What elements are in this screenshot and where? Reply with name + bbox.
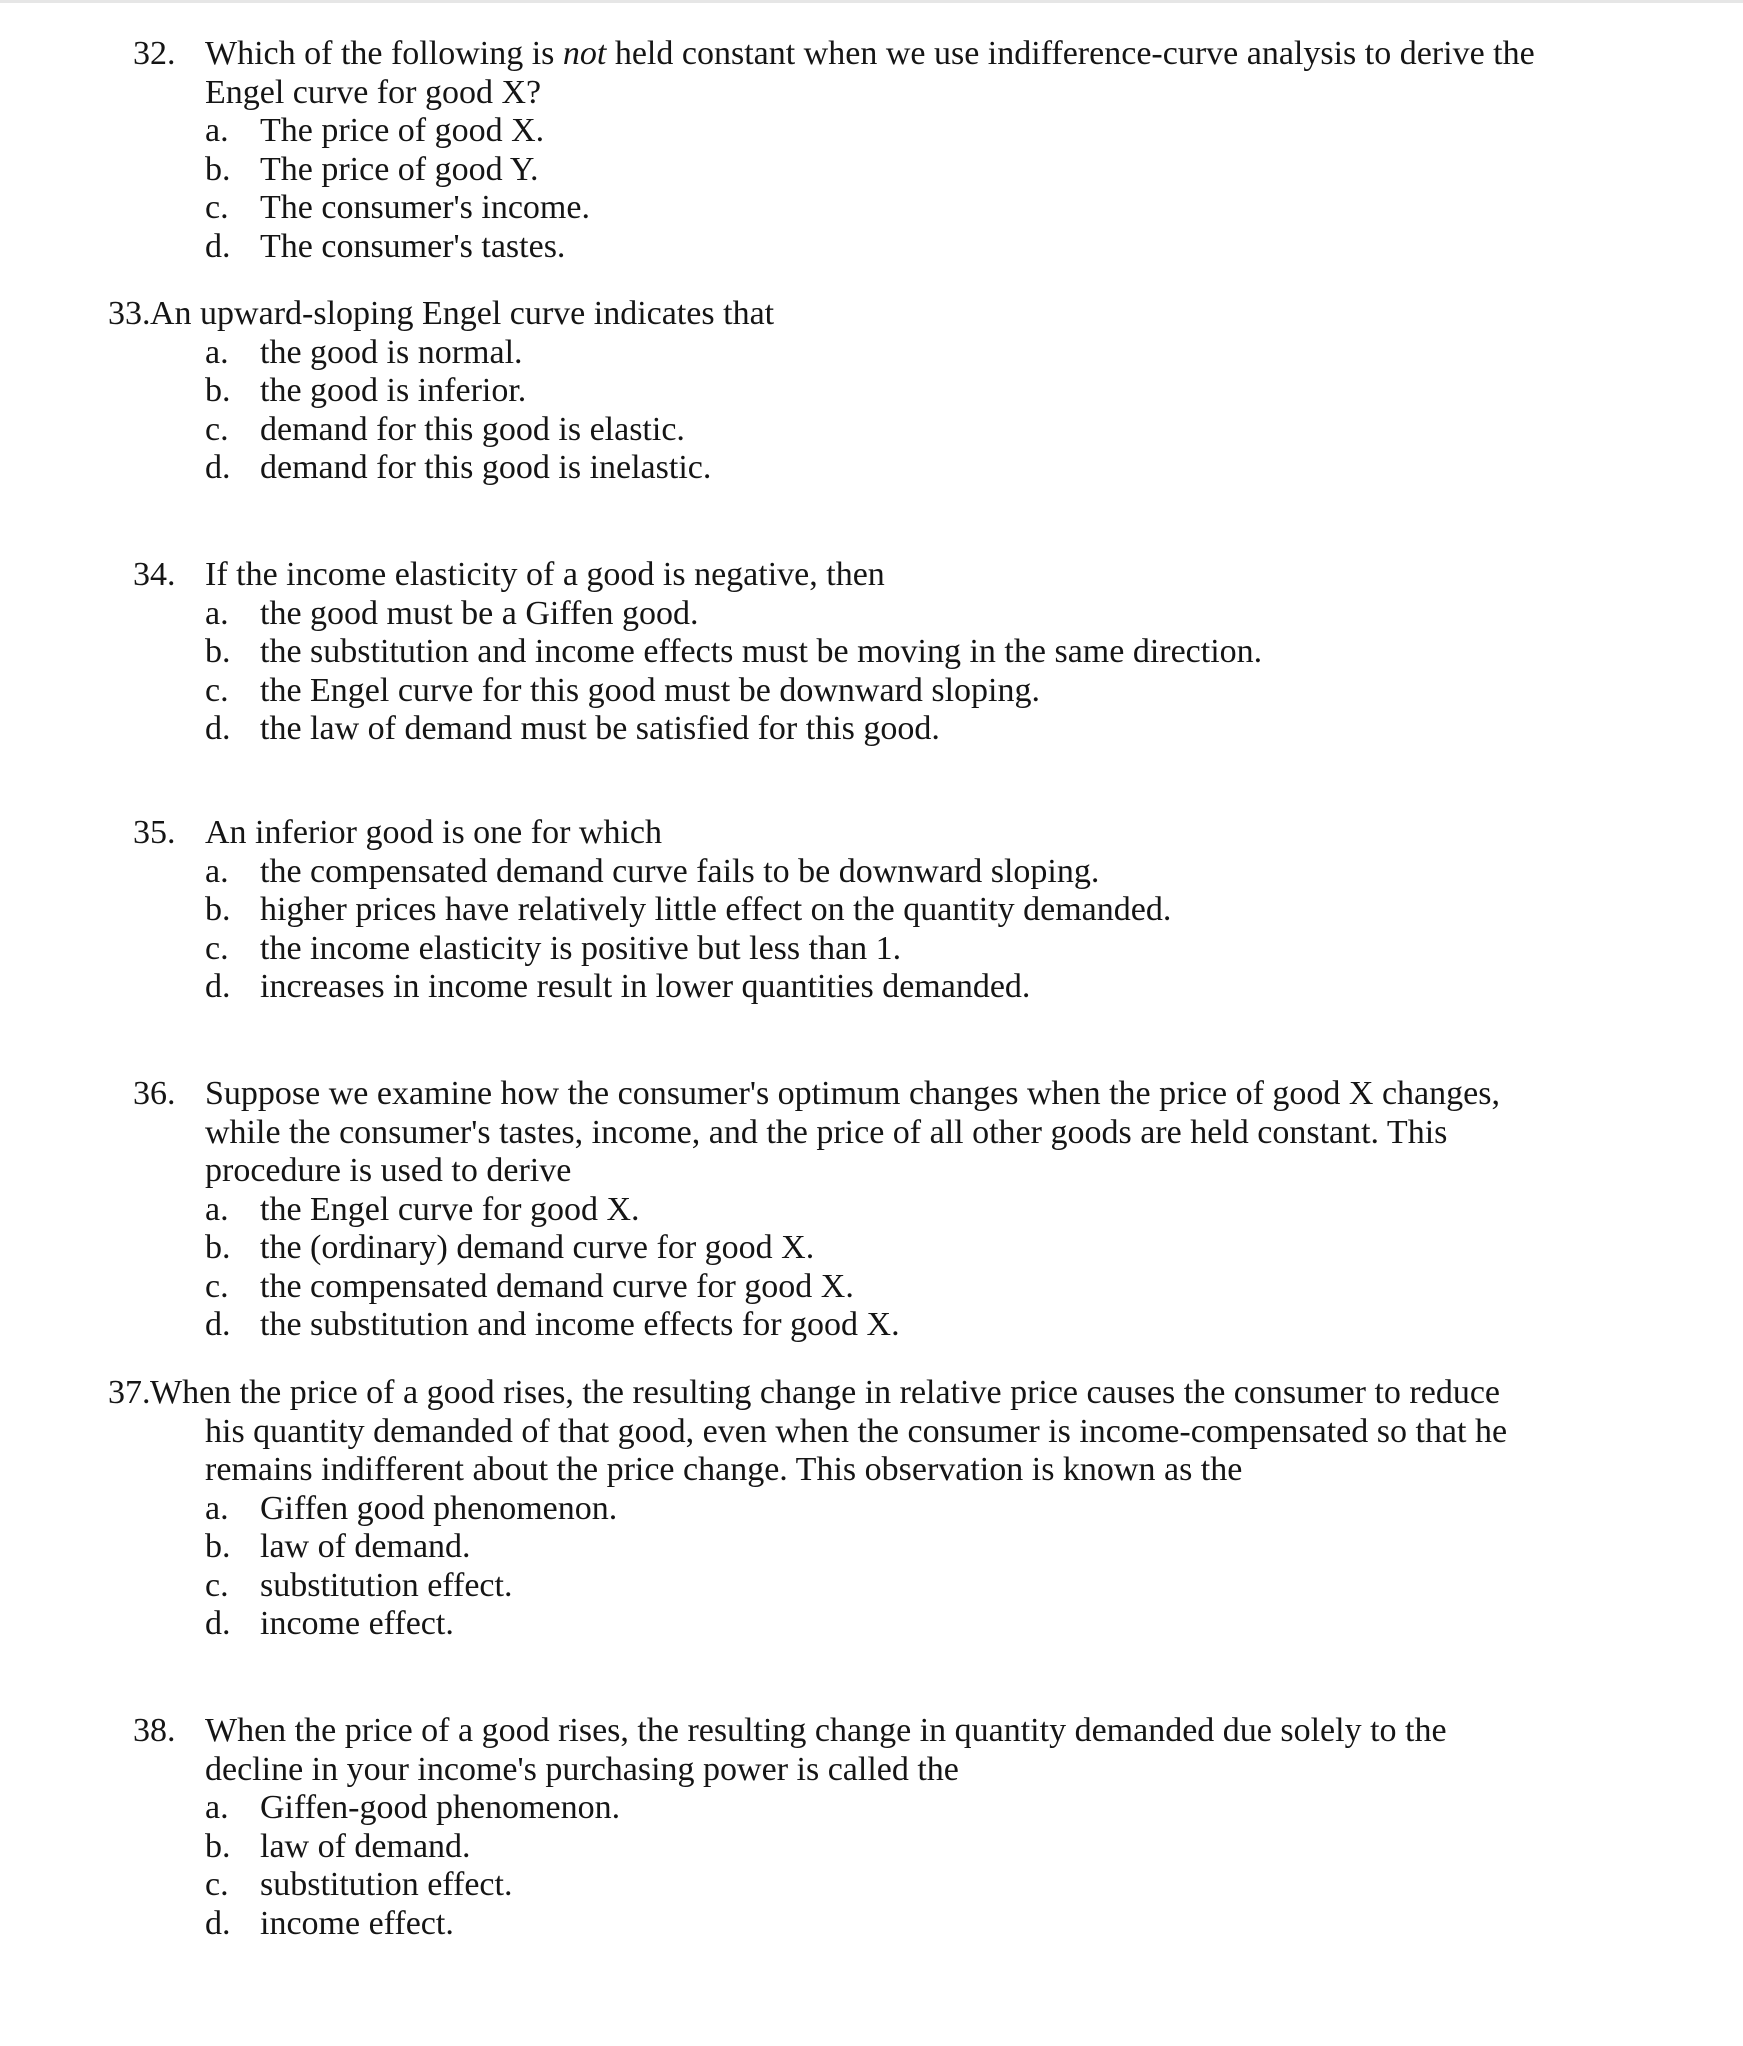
option-letter: a. [205, 594, 229, 632]
option-text: Giffen good phenomenon. [260, 1489, 618, 1527]
option-letter: a. [205, 1789, 229, 1826]
stem-text: If the income elasticity of a good is negative, then [205, 556, 885, 593]
question-stem-line [205, 74, 541, 112]
question-stem-line [205, 1114, 1447, 1152]
option-text: the compensated demand curve for good X. [260, 1267, 854, 1305]
option-letter: d. [205, 1605, 231, 1642]
stem-text: procedure is used to derive [205, 1152, 572, 1189]
question-stem-line [205, 814, 662, 852]
option-text: the substitution and income effects must be moving in the same direction. [260, 633, 1263, 670]
option-letter: d. [205, 1306, 231, 1343]
stem-text: held constant when we use indifference-curve analysis to derive the [606, 35, 1535, 72]
option-text: the substitution and income effects for good X. [260, 1306, 900, 1343]
option-letter: c. [205, 671, 229, 709]
option-letter: a. [205, 1190, 229, 1228]
option-text: income effect. [260, 1904, 454, 1942]
option-text: increases in income result in lower quantities demanded. [260, 968, 1031, 1005]
option-text: substitution effect. [260, 1566, 513, 1604]
option-letter: c. [205, 189, 229, 226]
question-stem-line [150, 1374, 1500, 1412]
option-text: the income elasticity is positive but less than 1. [260, 929, 902, 967]
option-letter: a. [205, 852, 229, 890]
option-text: law of demand. [260, 1528, 471, 1565]
option-letter: b. [205, 1528, 231, 1565]
question-number: 37. [108, 1374, 151, 1411]
stem-text: decline in your income's purchasing power is called the [205, 1750, 959, 1788]
option-letter: b. [205, 372, 231, 409]
option-letter: b. [205, 1827, 231, 1865]
stem-text: Which of the following is [205, 35, 563, 72]
option-text: the compensated demand curve fails to be downward sloping. [260, 852, 1100, 890]
stem-text: remains indifferent about the price change. This observation is known as the [205, 1451, 1243, 1488]
option-text: the good is inferior. [260, 372, 527, 409]
option-letter: c. [205, 410, 229, 448]
option-text: The price of good Y. [260, 150, 539, 188]
question-number: 36. [133, 1075, 176, 1112]
option-text: the good is normal. [260, 333, 523, 371]
option-text: the Engel curve for this good must be downward sloping. [260, 671, 1040, 709]
option-letter: c. [205, 1267, 229, 1305]
question-number: 33. [108, 295, 151, 332]
option-text: higher prices have relatively little effect on the quantity demanded. [260, 891, 1172, 928]
stem-text: his quantity demanded of that good, even when the consumer is income-compensated so that he [205, 1412, 1508, 1450]
question-stem-line [205, 35, 1535, 73]
option-letter: b. [205, 1229, 231, 1266]
question-stem-line [205, 1075, 1500, 1113]
question-stem-line [205, 556, 885, 594]
option-letter: b. [205, 891, 231, 928]
option-text: demand for this good is inelastic. [260, 449, 712, 486]
stem-text: When the price of a good rises, the resulting change in relative price causes the consumer to reduce [150, 1374, 1501, 1411]
stem-text: When the price of a good rises, the resulting change in quantity demanded due solely to the [205, 1712, 1447, 1749]
emphasized-word: not [562, 35, 607, 72]
question-stem-line [205, 1413, 1507, 1451]
option-text: The price of good X. [260, 112, 545, 149]
question-stem-line [150, 295, 774, 333]
option-letter: a. [205, 112, 229, 149]
question-number: 34. [133, 556, 176, 593]
stem-text: An inferior good is one for which [205, 814, 663, 851]
option-letter: a. [205, 333, 229, 371]
option-letter: c. [205, 1866, 229, 1903]
stem-text: An upward-sloping Engel curve indicates that [150, 295, 775, 332]
question-stem-line [205, 1751, 959, 1789]
option-text: the good must be a Giffen good. [260, 594, 699, 632]
option-letter: d. [205, 710, 231, 747]
option-letter: d. [205, 449, 231, 486]
option-letter: c. [205, 1566, 229, 1604]
option-text: income effect. [260, 1605, 454, 1642]
option-text: substitution effect. [260, 1866, 513, 1903]
question-stem-line [205, 1712, 1447, 1750]
option-letter: b. [205, 150, 231, 188]
option-letter: d. [205, 968, 231, 1005]
option-text: law of demand. [260, 1827, 471, 1865]
question-stem-line [205, 1152, 571, 1190]
option-text: the Engel curve for good X. [260, 1190, 640, 1228]
option-letter: c. [205, 929, 229, 967]
stem-text: Engel curve for good X? [205, 73, 542, 111]
question-number: 38. [133, 1712, 176, 1749]
option-letter: d. [205, 227, 231, 265]
option-letter: a. [205, 1489, 229, 1527]
question-number: 32. [133, 35, 176, 72]
question-number: 35. [133, 814, 176, 851]
question-stem-line [205, 1451, 1242, 1489]
option-text: demand for this good is elastic. [260, 410, 685, 448]
option-letter: b. [205, 633, 231, 670]
option-text: the (ordinary) demand curve for good X. [260, 1229, 815, 1266]
option-letter: d. [205, 1904, 231, 1942]
stem-text: Suppose we examine how the consumer's optimum changes when the price of good X changes, [205, 1075, 1500, 1112]
stem-text: while the consumer's tastes, income, and the price of all other goods are held constant. This [205, 1113, 1448, 1151]
option-text: The consumer's tastes. [260, 227, 566, 265]
option-text: The consumer's income. [260, 189, 590, 226]
option-text: Giffen-good phenomenon. [260, 1789, 621, 1826]
option-text: the law of demand must be satisfied for this good. [260, 710, 940, 747]
